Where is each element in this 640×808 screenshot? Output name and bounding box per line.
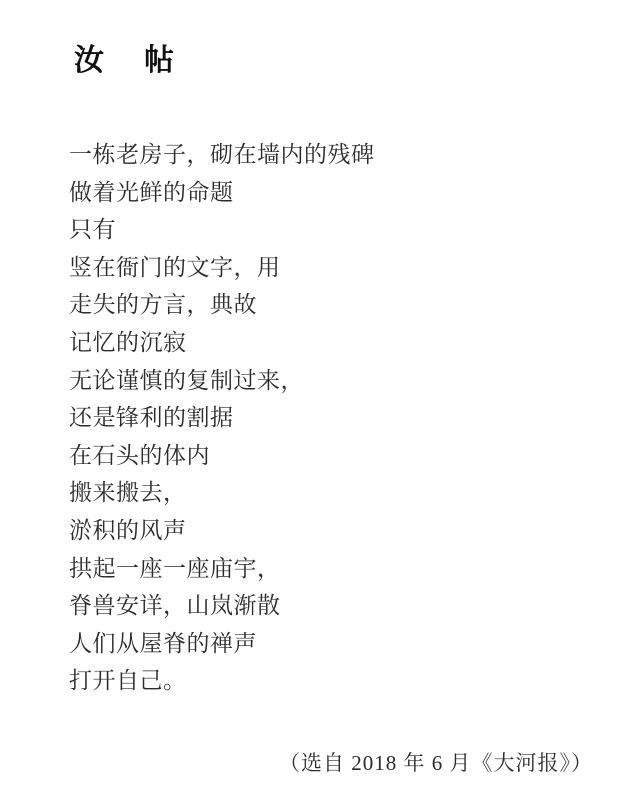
poem-line: 竖在衙门的文字，用 xyxy=(69,254,281,280)
poem-line: 淤积的风声 xyxy=(69,517,187,543)
poem-line: 还是锋利的割据 xyxy=(69,405,234,431)
poem-line: 脊兽安详，山岚渐散 xyxy=(69,593,281,619)
poem-line: 做着光鲜的命题 xyxy=(69,179,234,205)
poem-line: 记忆的沉寂 xyxy=(69,329,187,355)
poem-line: 走失的方言，典故 xyxy=(69,292,257,318)
poem-body xyxy=(69,136,610,700)
poem-title: 汝 帖 xyxy=(74,43,179,78)
poem-line: 在石头的体内 xyxy=(69,442,210,468)
poem-line: 拱起一座一座庙宇， xyxy=(69,555,281,581)
poem-line: 搬来搬去， xyxy=(69,480,187,506)
attribution-source: （选自 2018 年 6 月《大河报》） xyxy=(279,751,593,775)
poem-line: 人们从屋脊的禅声 xyxy=(69,630,257,656)
poem-line: 无论谨慎的复制过来， xyxy=(69,367,304,393)
poem-line: 一栋老房子，砌在墙内的残碑 xyxy=(69,142,375,167)
poem-line: 只有 xyxy=(69,217,116,243)
poem-line: 打开自己。 xyxy=(69,668,187,694)
